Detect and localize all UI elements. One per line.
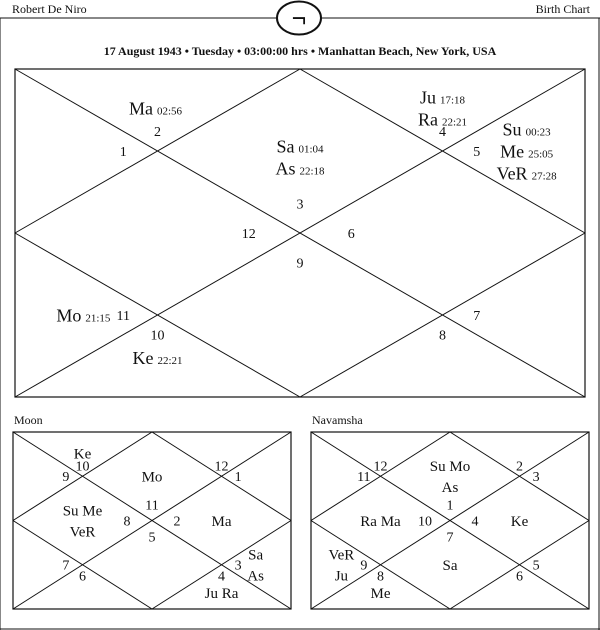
moon-chart-caption: Moon [14, 413, 43, 427]
birth-details: 17 August 1943 • Tuesday • 03:00:00 hrs • Manhattan Beach, New York, USA [103, 44, 497, 58]
navamsha-house-9-sign: 5 [532, 558, 540, 574]
rasi-house-1-sign: 3 [296, 197, 304, 213]
rasi-house-5-sign: 11 [116, 308, 131, 324]
navamsha-house-5-sign: 9 [360, 558, 368, 574]
navamsha-chart-caption: Navamsha [312, 413, 363, 427]
moon-house-6-sign: 6 [79, 569, 86, 585]
rasi-house-2-planet: Ma 02:56 [128, 98, 183, 119]
moon-house-9-planet: Sa [248, 547, 264, 564]
person-name: Robert De Niro [12, 2, 87, 16]
moon-house-4-planet: VeR [69, 524, 96, 541]
navamsha-house-6-planet: Me [370, 586, 391, 603]
rasi-house-6-sign: 10 [150, 328, 165, 344]
navamsha-house-7-sign: 7 [446, 530, 454, 546]
moon-house-2-sign: 10 [75, 459, 90, 475]
rasi-house-11-sign: 5 [473, 144, 481, 160]
rasi-house-1-planet: Sa 01:04 [276, 136, 324, 157]
navamsha-house-2-sign: 12 [373, 459, 388, 475]
moon-house-1-planet: Mo [141, 469, 163, 486]
navamsha-house-5-planet: VeR [328, 547, 355, 564]
rasi-house-1-planet: As 22:18 [275, 158, 325, 179]
navamsha-house-1-sign: 1 [446, 498, 454, 514]
navamsha-house-8-sign: 6 [516, 569, 523, 585]
rasi-house-3-sign: 1 [119, 144, 127, 160]
moon-house-8-sign: 4 [218, 569, 225, 585]
rasi-house-11-planet: Su 00:23 [502, 119, 551, 140]
moon-house-10-sign: 2 [173, 514, 181, 530]
navamsha-house-4-planet: Ra Ma [360, 513, 401, 530]
moon-house-12-sign: 12 [214, 459, 229, 475]
rasi-house-2-sign: 2 [154, 125, 161, 141]
rasi-house-8-sign: 8 [439, 328, 446, 344]
navamsha-house-5-planet: Ju [334, 568, 349, 585]
moon-house-9-planet: As [247, 568, 264, 585]
moon-house-1-sign: 11 [145, 498, 159, 514]
moon-house-3-sign: 9 [62, 470, 70, 486]
moon-house-8-planet: Ju Ra [204, 586, 239, 603]
rasi-house-6-planet: Ke 22:21 [132, 347, 183, 368]
rasi-house-9-sign: 7 [473, 308, 481, 324]
rasi-house-11-planet: VeR 27:28 [496, 163, 557, 184]
navamsha-house-4-sign: 10 [417, 514, 432, 530]
rasi-house-12-planet: Ra 22:21 [417, 109, 468, 130]
navamsha-house-12-sign: 2 [516, 459, 523, 475]
navamsha-house-6-sign: 8 [377, 569, 384, 585]
page-title: Birth Chart [535, 2, 590, 16]
moon-house-10-planet: Ma [211, 513, 232, 530]
navamsha-house-11-sign: 3 [532, 470, 540, 486]
moon-house-5-sign: 7 [62, 558, 70, 574]
moon-house-11-sign: 1 [234, 470, 242, 486]
navamsha-house-1-planet: As [441, 480, 459, 496]
rasi-house-11-planet: Me 25:05 [500, 141, 554, 162]
navamsha-house-10-planet: Ke [510, 513, 529, 530]
moon-house-4-sign: 8 [123, 514, 131, 530]
rasi-house-12-sign: 4 [439, 125, 446, 141]
navamsha-house-10-sign: 4 [471, 514, 479, 530]
navamsha-house-1-planet: Su Mo [429, 459, 471, 475]
rasi-house-12-planet: Ju 17:18 [419, 87, 466, 108]
rasi-house-5-planet: Mo 21:15 [56, 305, 111, 326]
moon-house-9-sign: 3 [234, 558, 242, 574]
navamsha-house-3-sign: 11 [357, 470, 371, 486]
moon-house-4-planet: Su Me [62, 503, 103, 520]
moon-house-7-sign: 5 [148, 530, 156, 546]
logo-glyph: ¬ [291, 4, 307, 33]
rasi-house-4-sign: 12 [241, 226, 256, 242]
rasi-house-10-sign: 6 [347, 226, 355, 242]
moon-house-2-planet: Ke [73, 446, 92, 463]
navamsha-house-7-planet: Sa [442, 558, 458, 574]
rasi-house-7-sign: 9 [296, 256, 304, 272]
